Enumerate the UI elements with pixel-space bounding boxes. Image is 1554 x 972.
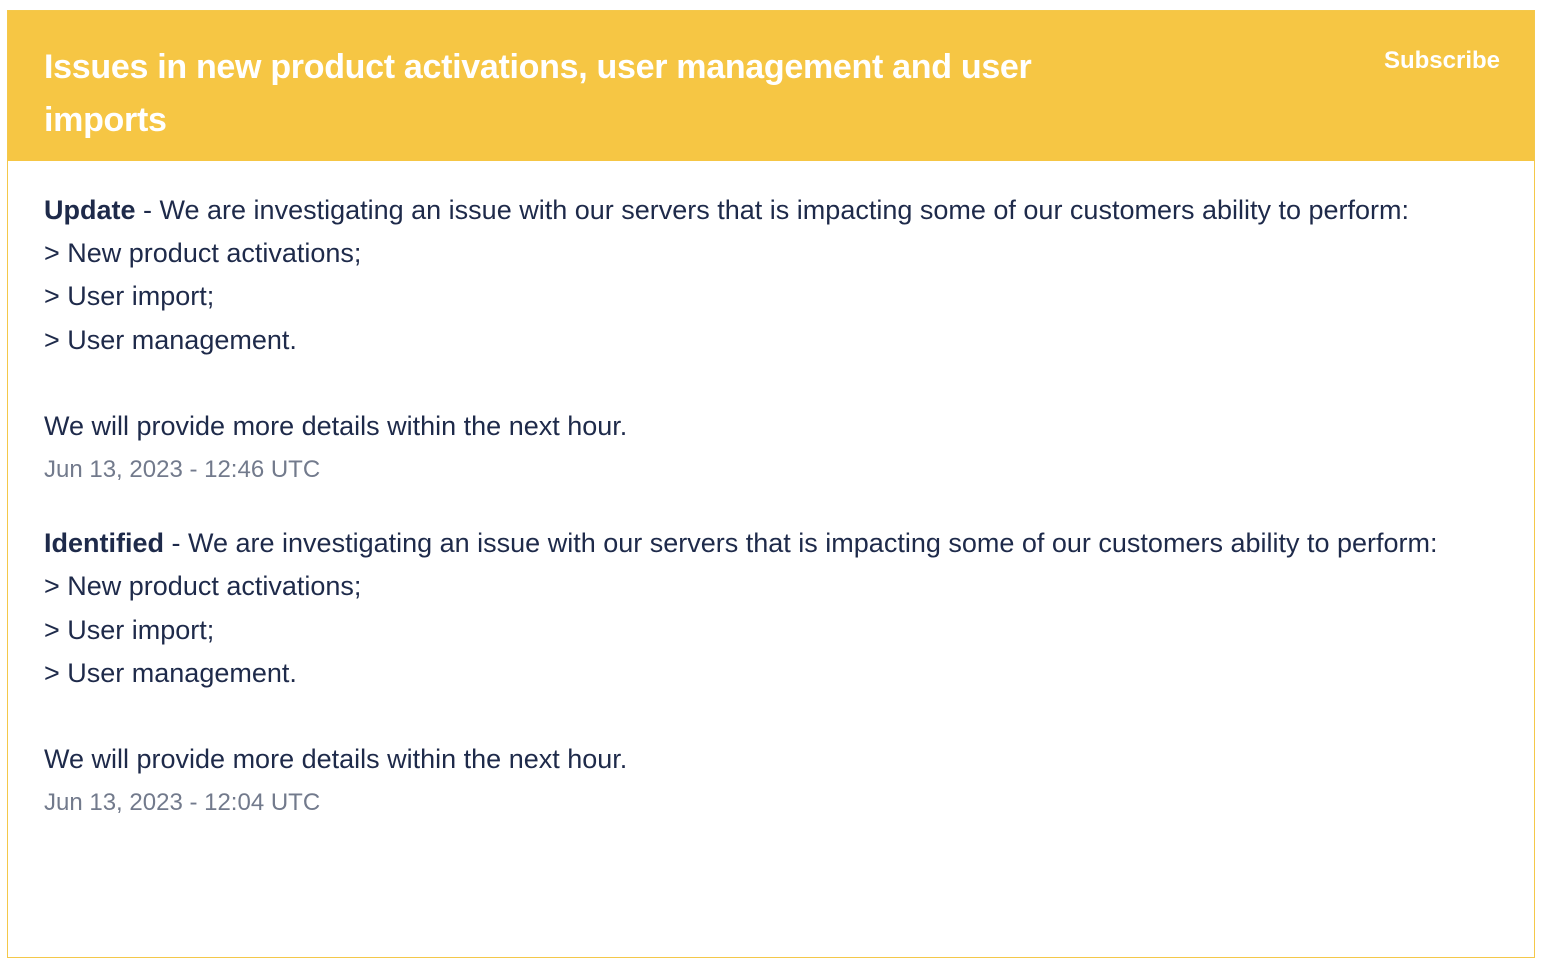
update-text <box>44 522 1498 781</box>
update-timestamp: Jun 13, 2023 - 12:46 UTC <box>44 456 321 484</box>
incident-title: Issues in new product activations, user management and user imports <box>44 48 1032 139</box>
update-status: Update <box>44 195 136 225</box>
incident-updates <box>8 161 1534 819</box>
incident-update <box>44 522 1498 819</box>
update-message: We are investigating an issue with our servers that is impacting some of our customers ability to perform: > New product activations; > User import; > User management. We will provide more details within the next hour. <box>44 195 1410 442</box>
update-status: Identified <box>44 528 164 559</box>
incident-card <box>7 10 1535 958</box>
update-timestamp: Jun 13, 2023 - 12:04 UTC <box>44 789 321 817</box>
incident-header <box>8 11 1534 161</box>
update-text <box>44 189 1498 448</box>
update-message: We are investigating an issue with our servers that is impacting some of our customers ability to perform: > New product activations; > User import; > User management. We will provide more details within the next hour. <box>44 528 1438 775</box>
subscribe-button[interactable]: Subscribe <box>1383 47 1500 74</box>
update-separator: - <box>135 195 160 225</box>
update-separator: - <box>164 528 188 559</box>
incident-update <box>44 189 1498 486</box>
